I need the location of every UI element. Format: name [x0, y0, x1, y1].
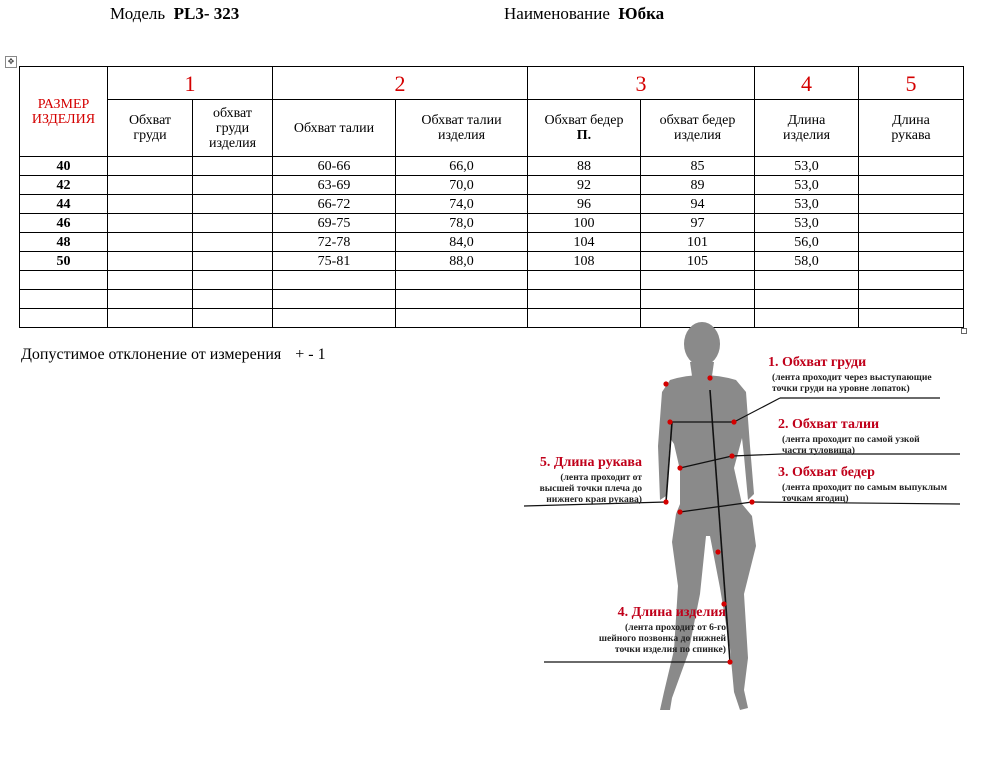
size-header-line: ИЗДЕЛИЯ [31, 111, 96, 127]
table-cell [528, 271, 641, 290]
size-column-header [20, 67, 108, 157]
table-cell: 88 [528, 157, 641, 176]
table-cell: 100 [528, 214, 641, 233]
measurement-description: (лента проходит по самым выпуклым [782, 482, 948, 493]
table-row [20, 290, 964, 309]
size-cell: 44 [20, 195, 108, 214]
column-header-line: груди [215, 120, 250, 136]
size-cell [20, 290, 108, 309]
table-cell [859, 157, 964, 176]
table-cell [193, 233, 273, 252]
table-cell [273, 290, 396, 309]
measurement-point-icon [663, 499, 668, 504]
measurement-title: 5. Длина рукава [539, 455, 642, 470]
table-cell: 105 [641, 252, 755, 271]
measurement-point-icon [663, 381, 668, 386]
measurement-figure [520, 318, 986, 758]
column-header-line: изделия [782, 128, 831, 143]
table-cell [108, 252, 193, 271]
group-number: 4 [755, 67, 859, 100]
table-cell [108, 176, 193, 195]
table-cell: 104 [528, 233, 641, 252]
measurement-point-icon [731, 419, 736, 424]
model-label: Модель [110, 4, 166, 23]
table-cell [193, 195, 273, 214]
column-header [193, 100, 273, 157]
measurement-description: части туловища) [782, 445, 855, 456]
measurement-point-icon [727, 659, 732, 664]
group-number: 2 [273, 67, 528, 100]
table-cell [108, 309, 193, 328]
table-cell: 70,0 [396, 176, 528, 195]
measurement-title: 4. Длина изделия [617, 605, 726, 620]
table-cell: 53,0 [755, 214, 859, 233]
column-header-line: обхват бедер [659, 113, 736, 128]
measurement-diagram [520, 318, 986, 758]
table-cell [755, 271, 859, 290]
table-cell: 96 [528, 195, 641, 214]
column-header-line: П. [576, 128, 592, 143]
size-cell: 48 [20, 233, 108, 252]
table-cell [108, 157, 193, 176]
table-cell: 53,0 [755, 157, 859, 176]
tolerance-value: + - 1 [295, 346, 326, 363]
table-cell: 101 [641, 233, 755, 252]
size-cell: 50 [20, 252, 108, 271]
size-header-line: РАЗМЕР [37, 96, 90, 112]
table-cell: 72-78 [273, 233, 396, 252]
table-cell: 53,0 [755, 195, 859, 214]
table-cell: 63-69 [273, 176, 396, 195]
table-cell [193, 252, 273, 271]
table-cell: 66-72 [273, 195, 396, 214]
column-header [108, 100, 193, 157]
table-cell [859, 176, 964, 195]
table-cell [528, 290, 641, 309]
column-header [859, 100, 964, 157]
table-cell: 58,0 [755, 252, 859, 271]
table-cell: 85 [641, 157, 755, 176]
column-header-line: Длина [892, 113, 930, 128]
measurement-point-icon [677, 465, 682, 470]
table-move-handle-icon[interactable]: ✥ [5, 56, 17, 68]
table-cell [859, 233, 964, 252]
measurement-description: шейного позвонка до нижней [598, 633, 726, 644]
measurement-point-icon [667, 419, 672, 424]
table-cell: 66,0 [396, 157, 528, 176]
table-cell [108, 214, 193, 233]
table-row [20, 157, 964, 176]
size-chart-table [19, 66, 964, 328]
column-header-line: рукава [891, 128, 931, 143]
table-cell: 92 [528, 176, 641, 195]
measurement-point-icon [715, 549, 720, 554]
waist-pointer [732, 454, 782, 456]
table-cell [108, 271, 193, 290]
table-row [20, 271, 964, 290]
measurement-point-icon [677, 509, 682, 514]
measurement-description: точки груди на уровне лопаток) [772, 383, 910, 394]
column-header-line: изделия [208, 135, 257, 151]
column-header [528, 100, 641, 157]
measurement-description: (лента проходит через выступающие [772, 372, 932, 383]
table-cell [859, 252, 964, 271]
table-cell [859, 271, 964, 290]
column-header [641, 100, 755, 157]
table-cell: 88,0 [396, 252, 528, 271]
group-number: 5 [859, 67, 964, 100]
table-cell [108, 290, 193, 309]
measurement-title: 3. Обхват бедер [778, 465, 875, 480]
column-header-line: изделия [437, 128, 486, 143]
table-cell: 108 [528, 252, 641, 271]
table-cell [396, 309, 528, 328]
table-cell [193, 309, 273, 328]
table-row [20, 214, 964, 233]
table-cell [641, 271, 755, 290]
size-cell: 46 [20, 214, 108, 233]
table-cell: 97 [641, 214, 755, 233]
column-header-row [20, 100, 964, 157]
table-cell: 53,0 [755, 176, 859, 195]
size-cell: 42 [20, 176, 108, 195]
column-header [273, 100, 396, 157]
measurement-description: точки изделия по спинке) [614, 644, 726, 655]
table-row [20, 176, 964, 195]
column-header [755, 100, 859, 157]
table-cell: 69-75 [273, 214, 396, 233]
table-cell [273, 271, 396, 290]
name-value: Юбка [618, 4, 665, 23]
column-header-line: Длина [787, 113, 826, 128]
table-cell: 75-81 [273, 252, 396, 271]
table-cell [859, 214, 964, 233]
measurement-description: (лента проходит от 6-го [625, 622, 726, 633]
table-cell [108, 233, 193, 252]
table-cell [396, 271, 528, 290]
name-label: Наименование [504, 4, 610, 23]
measurement-description: (лента проходит по самой узкой [782, 434, 920, 445]
column-header [396, 100, 528, 157]
table-cell: 78,0 [396, 214, 528, 233]
measurement-point-icon [749, 499, 754, 504]
table-cell [108, 195, 193, 214]
table-cell: 94 [641, 195, 755, 214]
table-cell [193, 157, 273, 176]
measurement-description: (лента проходит от [560, 472, 642, 483]
measurement-title: 2. Обхват талии [778, 417, 880, 432]
table-cell: 89 [641, 176, 755, 195]
measurement-point-icon [729, 453, 734, 458]
model-value: PL3- 323 [173, 4, 240, 23]
table-cell [193, 214, 273, 233]
table-cell [859, 290, 964, 309]
column-header-line: Обхват талии [421, 113, 502, 128]
column-header-line: Обхват бедер [544, 113, 624, 128]
size-cell: 40 [20, 157, 108, 176]
table-cell [641, 290, 755, 309]
size-cell [20, 309, 108, 328]
table-cell [193, 176, 273, 195]
model-header [110, 4, 239, 24]
table-cell [193, 290, 273, 309]
tolerance-label: Допустимое отклонение от измерения [21, 346, 282, 363]
table-cell: 56,0 [755, 233, 859, 252]
table-cell: 60-66 [273, 157, 396, 176]
column-header-line: изделия [673, 128, 722, 143]
table-cell [755, 290, 859, 309]
size-cell [20, 271, 108, 290]
table-row [20, 252, 964, 271]
group-number: 1 [108, 67, 273, 100]
measurement-description: нижнего края рукава) [546, 494, 642, 505]
table-cell [396, 290, 528, 309]
column-header-line: груди [133, 128, 167, 143]
table-cell [859, 195, 964, 214]
table-row [20, 195, 964, 214]
measurement-point-icon [707, 375, 712, 380]
group-number-row [20, 67, 964, 100]
column-header-line: обхват [213, 105, 252, 121]
measurement-description: точкам ягодиц) [782, 493, 849, 504]
name-header [504, 4, 664, 24]
table-cell: 74,0 [396, 195, 528, 214]
tolerance-note [21, 346, 326, 364]
measurement-description: высшей точки плеча до [539, 483, 642, 494]
table-cell [273, 309, 396, 328]
table-cell: 84,0 [396, 233, 528, 252]
column-header-line: Обхват талии [293, 120, 375, 136]
column-header-line: Обхват [128, 113, 172, 128]
measurement-title: 1. Обхват груди [768, 355, 867, 370]
table-row [20, 233, 964, 252]
group-number: 3 [528, 67, 755, 100]
table-cell [193, 271, 273, 290]
